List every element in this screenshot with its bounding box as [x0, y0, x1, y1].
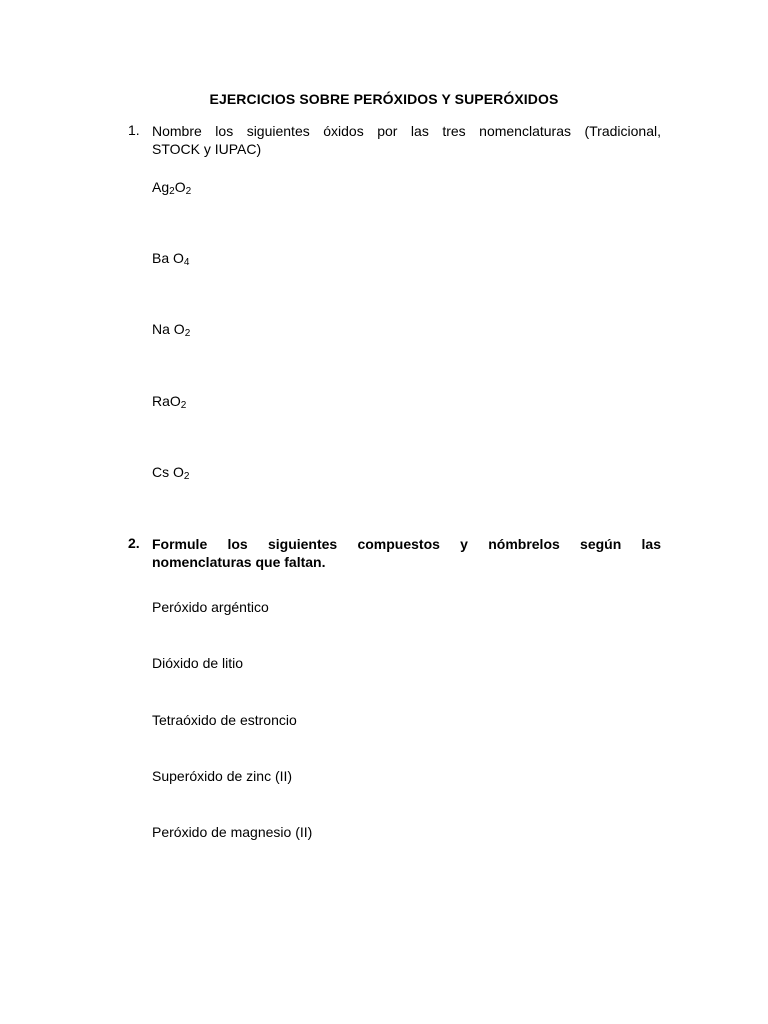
formula-element: Ag	[152, 179, 170, 195]
compound-item: Peróxido argéntico	[152, 599, 269, 615]
formula-element: Na O	[152, 321, 185, 337]
formula-element: Ba O	[152, 250, 184, 266]
formula-element: RaO	[152, 393, 181, 409]
formula-rao2	[152, 393, 186, 409]
formula-cso2	[152, 464, 189, 480]
formula-nao2	[152, 321, 190, 337]
formula-subscript: 4	[183, 257, 190, 268]
formula-subscript: 2	[183, 471, 190, 482]
formula-element: Cs O	[152, 464, 184, 480]
question-1-number: 1.	[128, 122, 140, 138]
formula-subscript: 2	[169, 186, 175, 197]
compound-item: Tetraóxido de estroncio	[152, 712, 297, 728]
question-1-line-1: Nombre los siguientes óxidos por las tres nomenclaturas (Tradicional,	[152, 123, 661, 139]
question-2-number: 2.	[128, 535, 140, 551]
compound-item: Peróxido de magnesio (II)	[152, 824, 313, 840]
question-2-line-2: nomenclaturas que faltan.	[152, 554, 326, 570]
formula-subscript: 2	[185, 186, 192, 197]
question-1-line-2: STOCK y IUPAC)	[152, 141, 262, 157]
formula-element: O	[174, 179, 186, 195]
formula-subscript: 2	[184, 328, 191, 339]
formula-ag2o2	[152, 179, 191, 195]
formula-subscript: 2	[180, 400, 187, 411]
question-2-text	[152, 535, 661, 571]
question-1-text	[152, 122, 661, 158]
formula-bao4	[152, 250, 189, 266]
document-title: EJERCICIOS SOBRE PERÓXIDOS Y SUPERÓXIDOS	[209, 91, 559, 107]
compound-item: Dióxido de litio	[152, 655, 244, 671]
question-2-line-1: Formule los siguientes compuestos y nómbrelos según las	[152, 536, 661, 552]
compound-item: Superóxido de zinc (II)	[152, 768, 293, 784]
